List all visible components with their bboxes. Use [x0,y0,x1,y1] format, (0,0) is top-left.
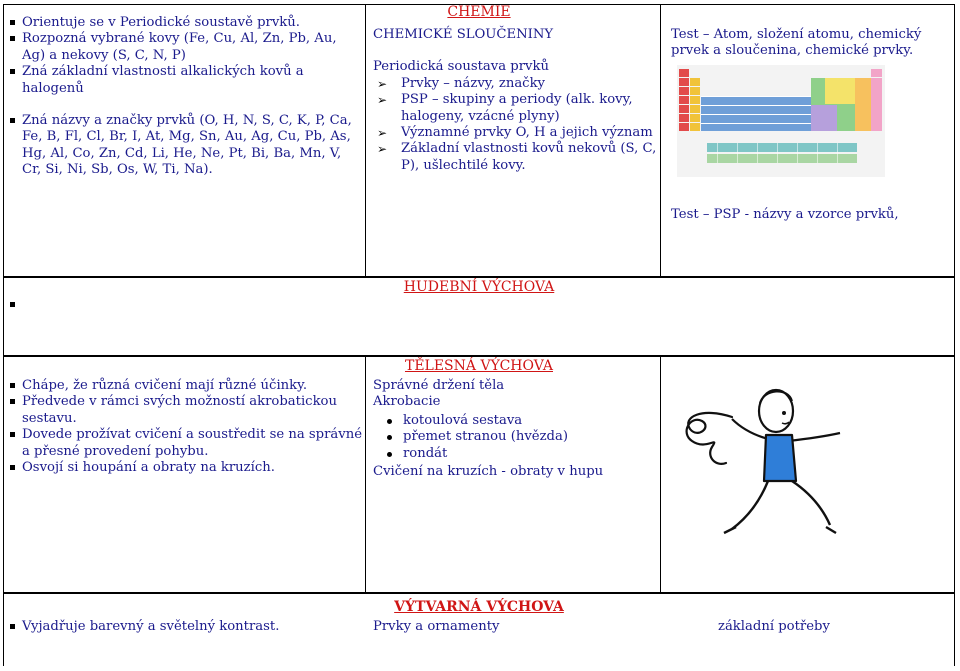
list-item: Rozpozná vybrané kovy (Fe, Cu, Al, Zn, Pb, Au, Ag) a nekovy (S, C, N, P) [8,31,363,64]
list-item: Chápe, že různá cvičení mají různé účinky. [8,378,363,394]
test-note: Test – PSP - názvy a vzorce prvků, [671,207,899,222]
topic-line: Akrobacie [373,394,441,410]
section-title: CHEMICKÉ SLOUČENINY [373,27,554,42]
telesna-header: TĚLESNÁ VÝCHOVA [404,358,553,374]
chemie-topics [373,27,658,276]
telesna-outcomes [8,378,363,592]
chemie-header: CHEMIE [447,4,511,20]
list-item: Orientuje se v Periodické soustavě prvků. [8,15,363,31]
section-subtitle: Periodická soustava prvků [373,59,549,75]
divider [660,5,661,276]
list-item: ➢ PSP – skupiny a periody (alk. kovy, halogeny, vzácné plyny) [373,92,658,125]
periodic-table-image [677,65,885,177]
topic-line: Cvičení na kruzích - obraty v hupu [373,464,604,480]
vytvarna-tools: základní potřeby [718,619,830,634]
divider [365,357,366,592]
topic-line: Správné držení těla [373,378,505,393]
list-item: přemet stranou (hvězda) [373,429,658,445]
list-item: ➢ Prvky – názvy, značky [373,76,658,92]
vytvarna-topics: Prvky a ornamenty [373,619,500,634]
list-item: ➢ Základní vlastnosti kovů nekovů (S, C, P), ušlechtilé kovy. [373,141,658,174]
vytvarna-header: VÝTVARNÁ VÝCHOVA [394,599,564,615]
chemie-assessment [671,27,951,276]
list-item: Dovede prožívat cvičení a soustředit se na správné a přesné provedení pohybu. [8,427,363,460]
divider [660,357,661,592]
test-note: Test – Atom, složení atomu, chemický prvek a sloučenina, chemické prvky. [671,27,922,59]
list-item: Předvede v rámci svých možností akrobatickou sestavu. [8,394,363,427]
hudebni-header: HUDEBNÍ VÝCHOVA [403,279,555,295]
hudebni-row [4,278,954,355]
curriculum-table [3,4,955,666]
list-item: Zná názvy a značky prvků (O, H, N, S, C, K, P, Ca, Fe, B, Fl, Cl, Br, I, At, Mg, Sn, Au, Ag, Cu, Pb, As, Hg, Al, Co, Zn, Cd, Li, He, Ne, Pt, Bi, Ba, Mn, V, Cr, Si, Ni, Sb, Os, W, Ti, Na). [8,113,363,179]
list-item: Zná základní vlastnosti alkalických kovů a halogenů [8,64,363,97]
list-item: kotoulová sestava [373,413,658,429]
telesna-topics [373,378,658,592]
list-item: Vyjadřuje barevný a světelný kontrast. [8,619,363,635]
bullet-marker [10,302,15,307]
telesna-row [4,357,954,592]
vytvarna-outcomes [8,619,363,639]
divider [365,5,366,276]
list-item: rondát [373,446,658,462]
list-item: ➢ Významné prvky O, H a jejich význam [373,125,658,141]
vytvarna-row [4,594,954,667]
chemie-outcomes [8,15,363,276]
list-item: Osvojí si houpání a obraty na kruzích. [8,460,363,476]
chemie-row [4,5,954,276]
gymnast-illustration [672,377,872,555]
